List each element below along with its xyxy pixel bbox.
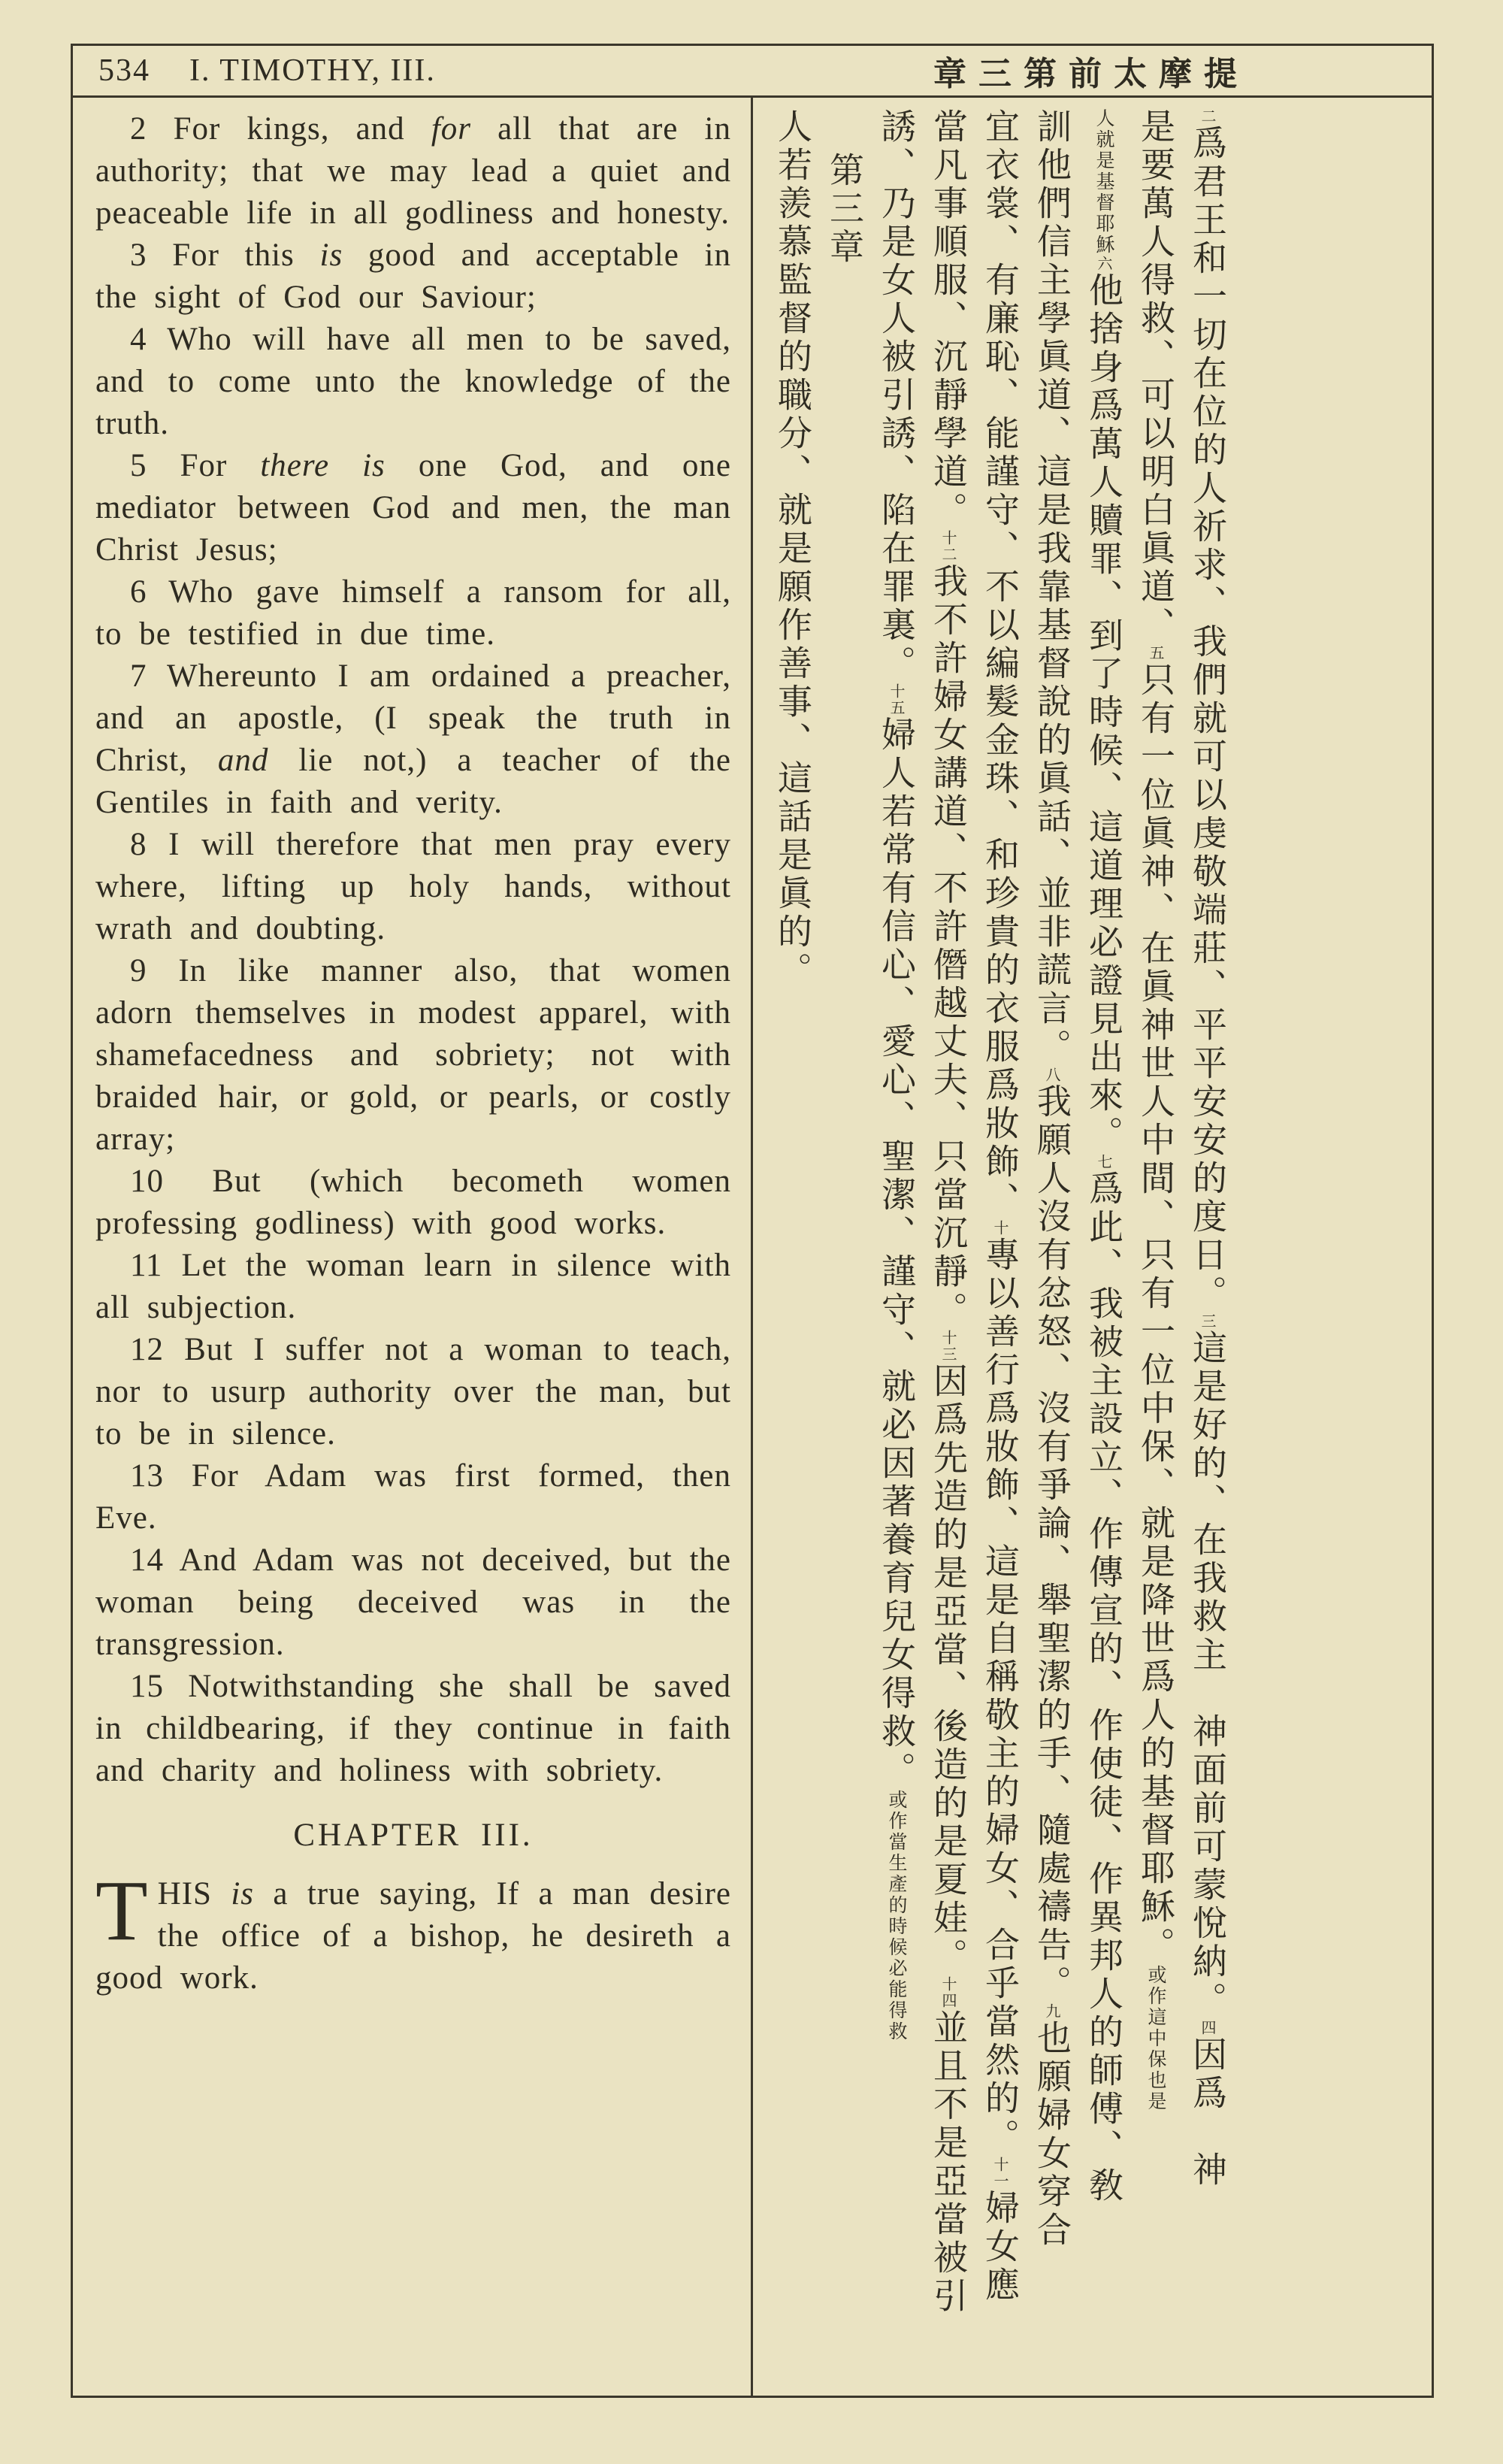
verse-paragraph	[95, 445, 731, 571]
verse-paragraph	[95, 1539, 731, 1666]
verse-number-marker: 八	[1043, 1067, 1060, 1083]
verse-text-segment: 15 Notwithstanding she shall be saved in childbearing, if they continue in faith and charity and holiness with sobriety.	[95, 1669, 731, 1788]
verse-text: 婦女應	[981, 2190, 1019, 2305]
chinese-vertical-text	[758, 108, 1241, 2386]
verse-text: 因爲先造的是亞當、後造的是夏娃。	[929, 1363, 967, 1976]
verse-text-segment: 9 In like manner also, that women adorn themselves in modest apparel, with shamefacedness and sobriety; not with braided hair, or gold, or pearls, or costly array;	[95, 953, 731, 1157]
inline-note: 或作當生產的時候必能得救	[886, 1790, 906, 2042]
verse-paragraph	[95, 1863, 731, 1999]
verse-paragraph	[95, 1161, 731, 1245]
verse-text-segment: 3 For this	[130, 238, 320, 273]
verse-text-segment: 4 Who will have all men to be saved, and to come unto the knowledge of the truth.	[95, 322, 731, 441]
running-title-chinese: 章三第前太摩提	[933, 56, 1249, 92]
verse-text: 我不許婦女講道、不許僭越丈夫、只當沉靜。	[929, 563, 967, 1330]
verse-text-segment: lie not,) a teacher of the Gentiles in faith and verity.	[95, 743, 731, 820]
page-number: 534	[98, 53, 150, 88]
verse-number-marker: 二	[1199, 108, 1215, 125]
verse-text: 爲君王和一切在位的人祈求、我們就可以虔敬端莊、平平安安的度日。	[1188, 125, 1226, 1313]
verse-number-marker: 十四	[939, 1976, 956, 2009]
verse-paragraph	[95, 824, 731, 950]
verse-text-segment: 13 For Adam was first formed, then Eve.	[95, 1458, 731, 1536]
verse-number-marker: 十五	[888, 683, 904, 716]
verse-text-segment: 2 For kings, and	[130, 111, 431, 147]
verse-number-marker: 十	[991, 1220, 1008, 1237]
verse-text-segment: HIS	[157, 1876, 231, 1912]
verse-text: 訓他們信主學眞道、這是我靠基督說的眞話、並非謊言。	[1033, 108, 1071, 1067]
verse-text-segment: 8 I will therefore that men pray every where, lifting up holy hands, without wrath and doubting.	[95, 827, 731, 946]
italic-word: there is	[260, 448, 386, 483]
chinese-column-5	[982, 108, 1017, 2386]
italic-word: is	[319, 238, 343, 273]
chinese-column-7	[879, 108, 913, 2386]
verse-text-segment: 12 But I suffer not a woman to teach, nor to usurp authority over the man, but to be in silence.	[95, 1332, 731, 1451]
chinese-column-6	[930, 108, 965, 2386]
page-frame	[71, 44, 1434, 2398]
chinese-column-1	[1190, 108, 1224, 2386]
verse-paragraph	[95, 571, 731, 655]
verse-number-marker: 五	[1147, 645, 1163, 661]
italic-word: and	[217, 743, 269, 778]
verse-number-marker: 七	[1095, 1154, 1111, 1170]
verse-number-marker: 十二	[939, 530, 956, 563]
verse-text-segment: 14 And Adam was not deceived, but the woman being deceived was in the transgression.	[95, 1542, 731, 1662]
verse-text-segment: 10 But (which becometh women professing godliness) with good works.	[95, 1164, 731, 1241]
verse-number-marker: 六	[1095, 256, 1111, 272]
italic-word: for	[431, 111, 472, 147]
verse-paragraph	[95, 319, 731, 445]
drop-cap-letter: T	[95, 1863, 149, 1958]
verse-paragraph	[95, 950, 731, 1161]
verse-paragraph	[95, 235, 731, 319]
verse-paragraph	[95, 1329, 731, 1455]
chinese-text-area	[753, 98, 1432, 2396]
verse-paragraph	[95, 655, 731, 824]
verse-text: 因爲 神	[1188, 2036, 1226, 2190]
verse-number-marker: 十三	[939, 1330, 956, 1363]
page-body	[73, 98, 1432, 2396]
verse-text: 只有一位眞神、在眞神世人中間、只有一位中保、就是降世爲人的基督耶穌。	[1136, 661, 1175, 1965]
verse-text: 婦人若常有信心、愛心、聖潔、謹守、就必因著養育兒女得救。	[877, 716, 915, 1790]
verse-text: 這是好的、在我救主 神面前可蒙悅納。	[1188, 1330, 1226, 2020]
verse-text-segment: one God, and one mediator between God and men, the man Christ Jesus;	[95, 448, 732, 568]
chapter-heading: CHAPTER III.	[293, 1818, 534, 1853]
running-title-english: I. TIMOTHY, III.	[189, 53, 436, 88]
chapter-heading-column	[827, 108, 861, 2386]
verse-text: 人若羨慕監督的職分、就是願作善事、這話是眞的。	[773, 108, 812, 990]
verse-text: 宜衣裳、有廉恥、能謹守、不以編髮金珠、和珍貴的衣服爲妝飾、	[981, 108, 1019, 1220]
inline-note: 或作這中保也是	[1145, 1965, 1166, 2112]
inline-note: 人就是基督耶穌	[1093, 108, 1114, 256]
verse-paragraph	[95, 1455, 731, 1539]
verse-text: 專以善行爲妝飾、這是自稱敬主的婦女、合乎當然的。	[981, 1237, 1019, 2157]
verse-text-segment: 6 Who gave himself a ransom for all, to be testified in due time.	[95, 574, 731, 652]
verse-number-marker: 三	[1199, 1313, 1215, 1330]
verse-text: 我願人沒有忿怒、沒有爭論、舉聖潔的手、隨處禱告。	[1033, 1083, 1071, 2003]
verse-text-segment: good and acceptable in the sight of God our Saviour;	[95, 238, 731, 315]
verse-text-segment: a true saying, If a man desire the office of a bishop, he desireth a good work.	[95, 1876, 731, 1996]
english-text-column	[73, 98, 751, 2396]
verse-number-marker: 四	[1199, 2020, 1215, 2036]
verse-number-marker: 九	[1043, 2003, 1060, 2020]
page-header	[73, 46, 1432, 98]
verse-text-segment: 5 For	[130, 448, 261, 483]
verse-paragraph	[95, 1666, 731, 1792]
verse-text: 並且不是亞當被引	[929, 2009, 967, 2316]
chinese-column-2	[1136, 108, 1175, 2386]
verse-text: 第三章	[825, 152, 863, 267]
verse-text: 誘、乃是女人被引誘、陷在罪裏。	[877, 108, 915, 683]
italic-word: is	[231, 1876, 254, 1912]
chinese-column-4	[1034, 108, 1069, 2386]
verse-text: 爲此、我被主設立、作傳宣的、作使徒、作異邦人的師傅、敎	[1084, 1170, 1123, 2205]
header-chinese-side	[751, 47, 1432, 95]
chinese-column-3	[1084, 108, 1123, 2386]
verse-number-marker: 十一	[991, 2157, 1008, 2190]
verse-text-segment: 11 Let the woman learn in silence with all subjection.	[95, 1248, 731, 1325]
verse-text: 是要萬人得救、可以明白眞道、	[1136, 108, 1175, 645]
verse-text: 他捨身爲萬人贖罪、到了時候、這道理必證見出來。	[1084, 272, 1123, 1154]
verse-text: 也願婦女穿合	[1033, 2020, 1071, 2250]
verse-paragraph	[95, 1245, 731, 1329]
header-english-side	[73, 53, 751, 89]
verse-text-segment: 7 Whereunto I am ordained a preacher, and an apostle, (I speak the truth in Christ,	[95, 658, 731, 778]
verse-text: 當凡事順服、沉靜學道。	[929, 108, 967, 530]
verse-paragraph	[95, 108, 731, 235]
chinese-column-9	[773, 108, 812, 2386]
verse-text-segment: all that are in authority; that we may lead a quiet and peaceable life in all godliness and honesty.	[95, 111, 731, 231]
